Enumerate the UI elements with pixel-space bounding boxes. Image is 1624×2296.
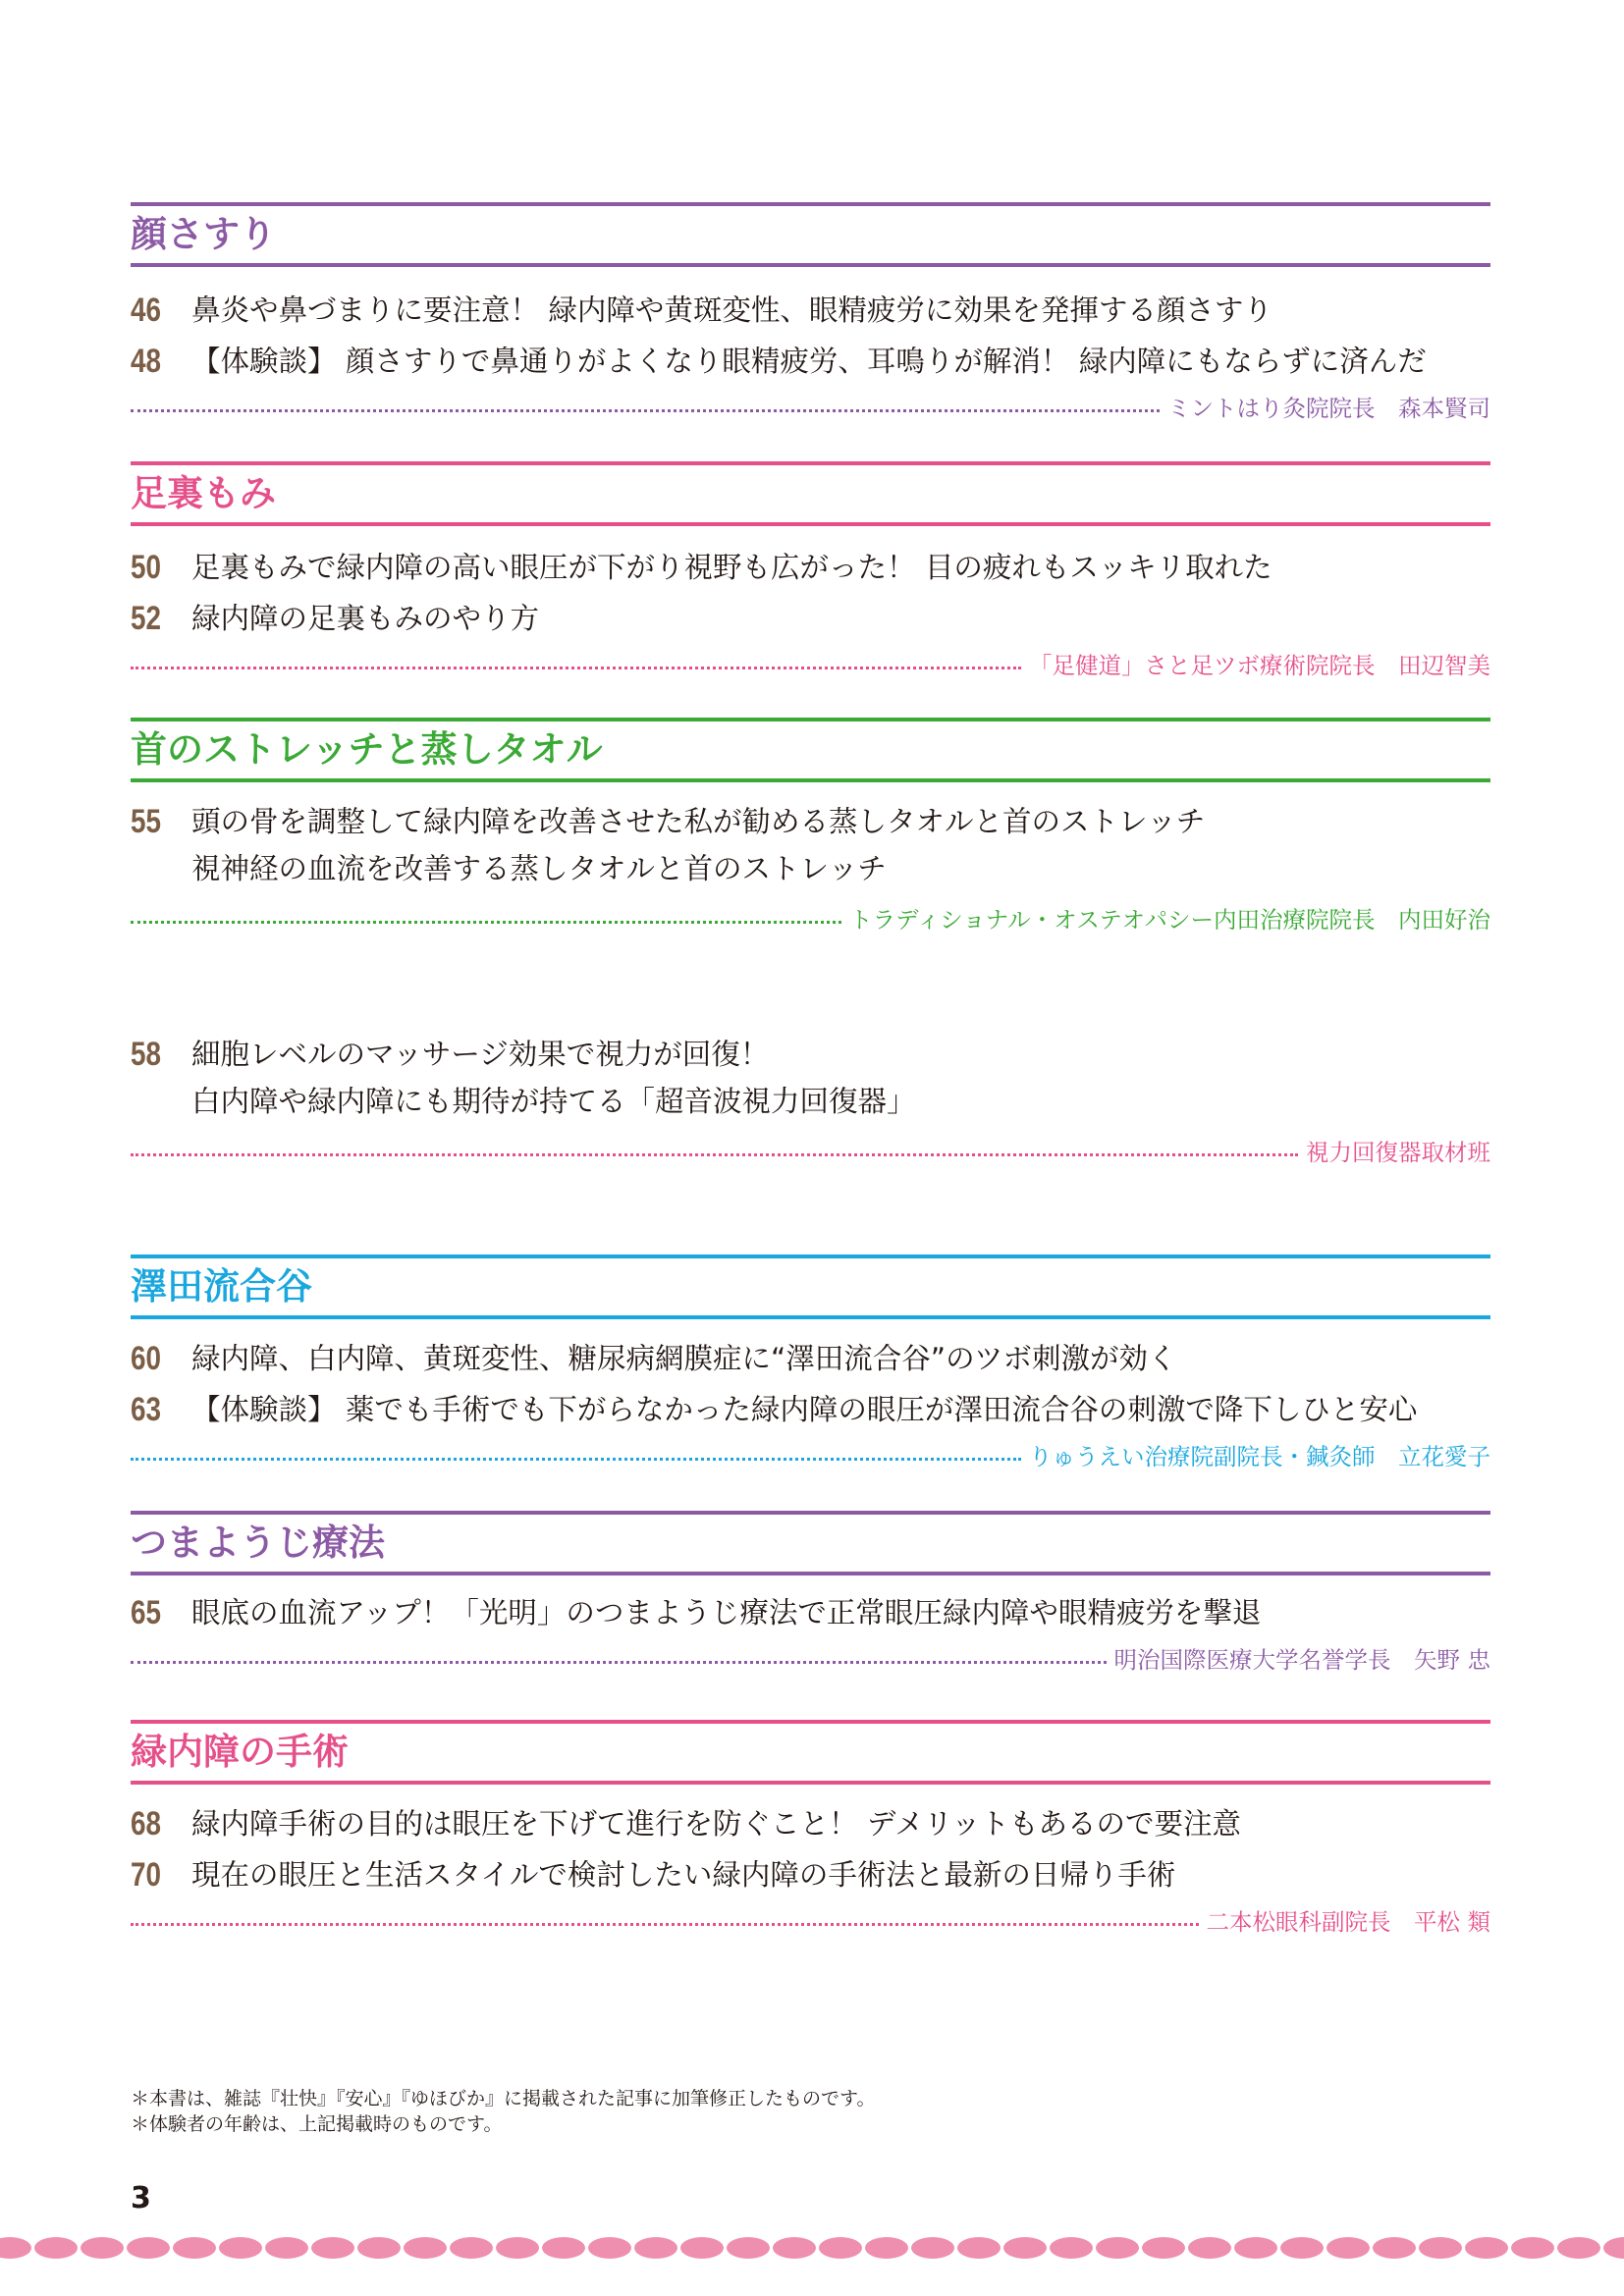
section-title: 澤田流合谷 — [131, 1265, 312, 1308]
scallop-bead — [127, 2237, 170, 2259]
toc-entry[interactable] — [131, 1384, 1490, 1435]
scallop-bead — [34, 2237, 78, 2259]
entry-subtitle: 白内障や緑内障にも期待が持てる「超音波視力回復器」 — [191, 1085, 916, 1118]
section-rule-bottom — [131, 522, 1490, 526]
page-number-ref: 50 — [131, 549, 162, 586]
entry-title: 【体験談】 顔さすりで鼻通りがよくなり眼精疲労、耳鳴りが解消！ 緑内障にもならずに済んだ — [191, 345, 1427, 378]
scallop-bead — [819, 2237, 862, 2259]
section-rule-bottom — [131, 1781, 1490, 1785]
section-header — [131, 1511, 1490, 1575]
author-name: ミントはり灸院院長 森本賢司 — [1167, 395, 1490, 422]
scallop-bead — [1419, 2237, 1462, 2259]
section-kubi-stretch — [131, 718, 1490, 941]
page-number-ref: 58 — [131, 1036, 162, 1073]
author-name: 「足健道」さと足ツボ療術院院長 田辺智美 — [1029, 652, 1490, 679]
entry-title: 緑内障の足裏もみのやり方 — [191, 602, 540, 635]
page-number-ref: 65 — [131, 1594, 162, 1631]
dotted-leader — [131, 1458, 1021, 1461]
section-title: 顔さすり — [131, 213, 276, 255]
scallop-bead — [1557, 2237, 1600, 2259]
author-line — [131, 1435, 1490, 1478]
author-line — [131, 1638, 1490, 1682]
entry-title: 頭の骨を調整して緑内障を改善させた私が勧める蒸しタオルと首のストレッチ — [191, 805, 1206, 838]
section-header — [131, 202, 1490, 267]
scallop-bead — [1188, 2237, 1231, 2259]
scallop-bead — [219, 2237, 262, 2259]
entry-title: 緑内障手術の目的は眼圧を下げて進行を防ぐこと！ デメリットもあるので要注意 — [191, 1807, 1242, 1841]
author-name: りゅうえい治療院副院長・鍼灸師 立花愛子 — [1029, 1443, 1490, 1470]
scallop-bead — [0, 2237, 31, 2259]
entry-title: 眼底の血流アップ！「光明」のつまようじ療法で正常眼圧緑内障や眼精疲労を撃退 — [191, 1596, 1262, 1629]
section-tsumayouji — [131, 1511, 1490, 1682]
scallop-bead — [727, 2237, 770, 2259]
section-kao-sasuri — [131, 202, 1490, 430]
toc-entry[interactable] — [131, 1333, 1490, 1384]
entry-title: 緑内障、白内障、黄斑変性、糖尿病網膜症に“澤田流合谷”のツボ刺激が効く — [191, 1342, 1177, 1375]
scallop-bead — [1326, 2237, 1370, 2259]
section-rule-bottom — [131, 1572, 1490, 1575]
author-line — [131, 898, 1490, 941]
section-rule-top — [131, 202, 1490, 206]
entry-list — [131, 1029, 1490, 1131]
footnotes — [131, 2086, 875, 2137]
scallop-bead — [265, 2237, 308, 2259]
entry-list — [131, 1587, 1490, 1638]
scallop-bead — [81, 2237, 124, 2259]
section-rule-top — [131, 1255, 1490, 1258]
dotted-leader — [131, 921, 841, 924]
section-title: 首のストレッチと蒸しタオル — [131, 728, 603, 771]
footnote-line: ＊体験者の年齢は、上記掲載時のものです。 — [131, 2113, 503, 2135]
section-title: 緑内障の手術 — [131, 1731, 349, 1773]
scallop-bead — [1603, 2237, 1624, 2259]
toc-entry[interactable] — [131, 1849, 1490, 1900]
page-number-ref: 48 — [131, 343, 162, 380]
entry-list — [131, 796, 1490, 898]
author-name: 視力回復器取材班 — [1306, 1139, 1490, 1166]
section-sawada-goukoku — [131, 1255, 1490, 1478]
toc-entry[interactable] — [131, 593, 1490, 644]
entry-title: 足裏もみで緑内障の高い眼圧が下がり視野も広がった！ 目の疲れもスッキリ取れた — [191, 551, 1272, 584]
section-rule-bottom — [131, 778, 1490, 782]
toc-entry[interactable] — [131, 285, 1490, 336]
page-number-ref: 68 — [131, 1805, 162, 1842]
section-header — [131, 718, 1490, 782]
scallop-bead — [450, 2237, 493, 2259]
section-rule-bottom — [131, 1315, 1490, 1319]
dotted-leader — [131, 667, 1021, 669]
scallop-border — [0, 2230, 1624, 2296]
author-name: 明治国際医療大学名誉学長 矢野 忠 — [1113, 1646, 1490, 1674]
dotted-leader — [131, 409, 1160, 412]
scallop-bead — [542, 2237, 585, 2259]
section-header — [131, 461, 1490, 526]
dotted-leader — [131, 1661, 1107, 1664]
scallop-bead — [1280, 2237, 1324, 2259]
scallop-bead — [357, 2237, 401, 2259]
toc-entry[interactable] — [131, 336, 1490, 387]
toc-entry[interactable] — [131, 542, 1490, 593]
scallop-bead — [588, 2237, 631, 2259]
footnote-line: ＊本書は、雑誌『壮快』『安心』『ゆほびか』に掲載された記事に加筆修正したものです。 — [131, 2088, 876, 2109]
dotted-leader — [131, 1153, 1298, 1156]
scallop-bead — [1142, 2237, 1185, 2259]
scallop-bead — [1465, 2237, 1508, 2259]
entry-title: 細胞レベルのマッサージ効果で視力が回復！ — [191, 1038, 770, 1071]
page-number-ref: 46 — [131, 292, 162, 329]
scallop-bead — [911, 2237, 954, 2259]
section-surgery — [131, 1720, 1490, 1944]
scallop-bead — [496, 2237, 539, 2259]
scallop-bead — [173, 2237, 216, 2259]
section-header — [131, 1255, 1490, 1319]
section-ashiura-momi — [131, 461, 1490, 687]
scallop-bead — [311, 2237, 354, 2259]
scallop-bead — [1234, 2237, 1277, 2259]
page-number-ref: 52 — [131, 600, 162, 637]
entry-list — [131, 1333, 1490, 1435]
toc-entry[interactable] — [131, 796, 1490, 898]
section-title: 足裏もみ — [131, 472, 276, 514]
entry-list — [131, 1798, 1490, 1900]
scallop-bead — [680, 2237, 724, 2259]
author-line — [131, 1900, 1490, 1944]
scallop-bead — [404, 2237, 447, 2259]
entry-title: 現在の眼圧と生活スタイルで検討したい緑内障の手術法と最新の日帰り手術 — [191, 1858, 1176, 1892]
page-number-ref: 60 — [131, 1340, 162, 1377]
scallop-bead — [865, 2237, 908, 2259]
section-header — [131, 1720, 1490, 1785]
page-number-ref: 55 — [131, 803, 162, 840]
entry-title: 鼻炎や鼻づまりに要注意！ 緑内障や黄斑変性、眼精疲労に効果を発揮する顔さすり — [191, 294, 1272, 327]
dotted-leader — [131, 1923, 1199, 1926]
scallop-bead — [634, 2237, 677, 2259]
author-line — [131, 644, 1490, 687]
section-title: つまようじ療法 — [131, 1522, 385, 1564]
scallop-bead — [957, 2237, 1001, 2259]
entry-list — [131, 285, 1490, 387]
entry-subtitle: 視神経の血流を改善する蒸しタオルと首のストレッチ — [191, 852, 887, 885]
page-number-ref: 63 — [131, 1391, 162, 1428]
scallop-bead — [1511, 2237, 1554, 2259]
section-rule-top — [131, 461, 1490, 465]
page-number-ref: 70 — [131, 1856, 162, 1894]
author-name: 二本松眼科副院長 平松 類 — [1206, 1908, 1490, 1936]
entry-title: 【体験談】 薬でも手術でも下がらなかった緑内障の眼圧が澤田流合谷の刺激で降下しひと安心 — [191, 1393, 1418, 1426]
scallop-bead — [1096, 2237, 1139, 2259]
scallop-bead — [1373, 2237, 1416, 2259]
author-line — [131, 387, 1490, 430]
toc-entry[interactable] — [131, 1029, 1490, 1131]
toc-entry[interactable] — [131, 1798, 1490, 1849]
scallop-bead — [1003, 2237, 1047, 2259]
page-number: 3 — [131, 2181, 151, 2216]
entry-list — [131, 542, 1490, 644]
section-ultrasound — [131, 1029, 1490, 1174]
scallop-bead — [1050, 2237, 1093, 2259]
scallop-bead — [773, 2237, 816, 2259]
author-name: トラディショナル・オステオパシー内田治療院院長 内田好治 — [849, 906, 1490, 934]
toc-entry[interactable] — [131, 1587, 1490, 1638]
section-rule-bottom — [131, 263, 1490, 267]
author-line — [131, 1131, 1490, 1174]
